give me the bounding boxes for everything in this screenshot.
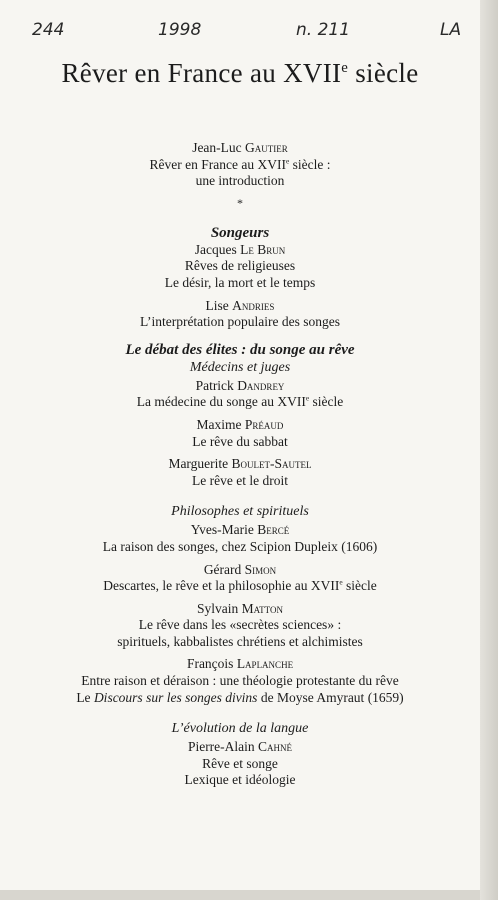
- author: Patrick Dandrey: [195, 377, 285, 393]
- article-title: Le désir, la mort et le temps: [164, 274, 316, 290]
- article-title: Lexique et idéologie: [184, 772, 296, 788]
- article-title: une introduction: [195, 173, 285, 189]
- subsection-heading: Médecins et juges: [189, 359, 291, 375]
- article-title: Le rêve et le droit: [192, 472, 288, 488]
- article-title: Rêver en France au XVIIe siècle :: [149, 156, 331, 172]
- author: Sylvain Matton: [197, 600, 283, 616]
- article-title: spirituels, kabbalistes chrétiens et alchimistes: [117, 633, 363, 649]
- article-title: Rêve et songe: [202, 755, 278, 771]
- author: Pierre-Alain Cahné: [187, 739, 293, 755]
- handwritten-note: 1998: [158, 20, 202, 40]
- author: Lise Andries: [205, 297, 275, 313]
- article-title: Rêves de religieuses: [184, 258, 296, 274]
- author: François Laplanche: [186, 656, 294, 672]
- article-title: Descartes, le rêve et la philosophie au XVIIe siècle: [103, 577, 377, 594]
- article-title: Le Discours sur les songes divins de Moyse Amyraut (1659): [76, 689, 404, 705]
- handwritten-note: n. 211: [296, 20, 351, 40]
- article-title: Le rêve dans les «secrètes sciences» :: [138, 617, 342, 633]
- page-edge: [480, 0, 498, 900]
- author: Maxime Préaud: [196, 416, 284, 432]
- article-title: La médecine du songe au XVIIe siècle: [136, 393, 344, 410]
- article-title: L’interprétation populaire des songes: [139, 314, 341, 330]
- subsection-heading: L’évolution de la langue: [171, 721, 309, 737]
- section-heading: Songeurs: [210, 224, 270, 241]
- subsection-heading: Philosophes et spirituels: [171, 504, 309, 520]
- table-of-contents: [0, 140, 480, 789]
- page-title: Rêver en France au XVIIe siècle: [61, 58, 419, 88]
- article-title: Le rêve du sabbat: [192, 433, 288, 449]
- section-heading: Le débat des élites : du songe au rêve: [125, 341, 355, 358]
- author: Gérard Simon: [203, 561, 277, 577]
- separator-star: *: [237, 195, 243, 210]
- author: Yves-Marie Bercé: [190, 522, 290, 538]
- handwritten-note: LA: [440, 20, 462, 40]
- author: Jean-Luc Gautier: [192, 140, 288, 155]
- author: Jacques Le Brun: [194, 241, 286, 257]
- handwritten-note: 244: [32, 20, 65, 40]
- page-bottom-edge: [0, 890, 480, 900]
- article-title: Entre raison et déraison : une théologie protestante du rêve: [81, 673, 399, 689]
- article-title: La raison des songes, chez Scipion Dupleix (1606): [102, 538, 378, 554]
- author: Marguerite Boulet-Sautel: [168, 456, 312, 472]
